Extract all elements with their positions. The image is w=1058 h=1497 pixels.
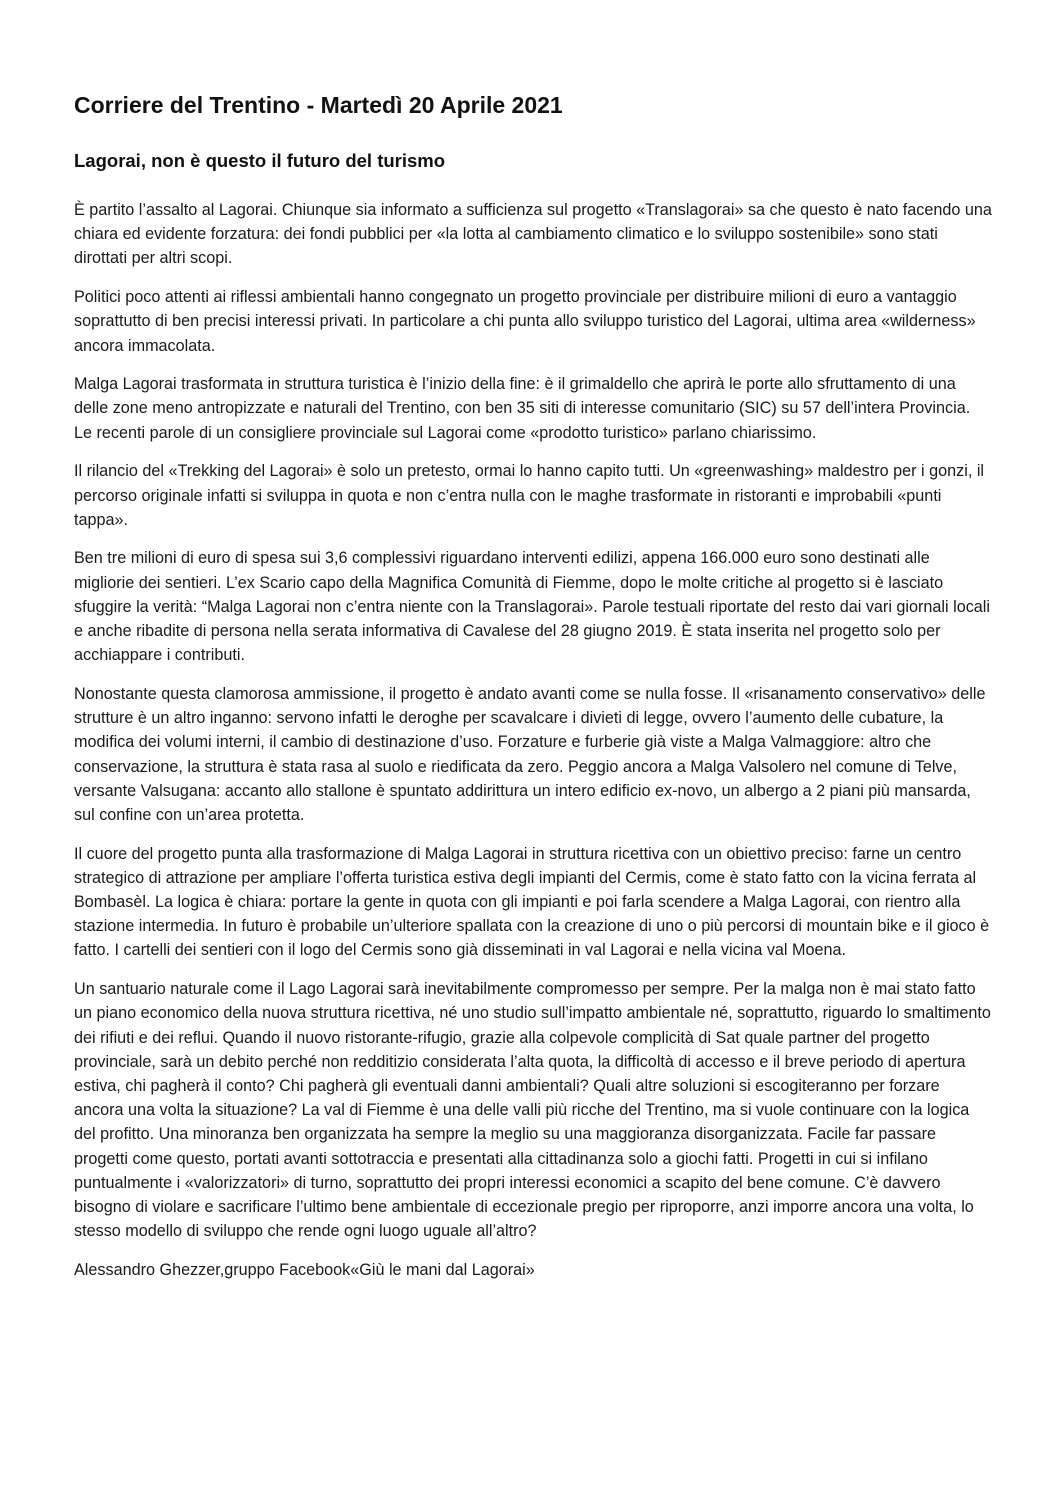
paragraph-6: Nonostante questa clamorosa ammissione, il progetto è andato avanti come se nulla fosse. Il «risanamento conservativo» delle strutture è un altro inganno: servono infatti le deroghe per scavalcare i divieti di legge, ovvero l’aumento delle cubature, la modifica dei volumi interni, il cambio di destinazione d’uso. Forzature e furberie già viste a Malga Valmaggiore: altro che conservazione, la struttura è stata rasa al suolo e riedificata da zero. Peggio ancora a Malga Valsolero nel comune di Telve, versante Valsugana: accanto allo stallone è spuntato addirittura un intero edificio ex-novo, un albergo a 2 piani più mansarda, sul confine con un’area protetta. <box>74 684 986 824</box>
paragraph-5: Ben tre milioni di euro di spesa sui 3,6 complessivi riguardano interventi edilizi, appena 166.000 euro sono destinati alle migliorie dei sentieri. L’ex Scario capo della Magnifica Comunità di Fiemme, dopo le molte critiche al progetto si è lasciato sfuggire la verità: “Malga Lagorai non c’entra niente con la Translagorai». Parole testuali riportate del resto dai vari giornali locali e anche ribadite di persona nella serata informativa di Cavalese del 28 giugno 2019. È stata inserita nel progetto solo per acchiappare i contributi. <box>74 549 990 665</box>
article-body <box>74 198 992 1282</box>
paragraph-4: Il rilancio del «Trekking del Lagorai» è solo un pretesto, ormai lo hanno capito tutti. Un «greenwashing» maldestro per i gonzi, il percorso originale infatti si sviluppa in quota e non c’entra nulla con le maghe trasformate in ristoranti e improbabili «punti tappa». <box>74 462 985 529</box>
paragraph-7: Il cuore del progetto punta alla trasformazione di Malga Lagorai in struttura ricettiva con un obiettivo preciso: farne un centro strategico di attrazione per ampliare l’offerta turistica estiva degli impianti del Cermis, come è stato fatto con la vicina ferrata al Bombasèl. La logica è chiara: portare la gente in quota con gli impianti e poi farla scendere a Malga Lagorai, con rientro alla stazione intermedia. In futuro è probabile un’ulteriore spallata con la creazione di uno o più percorsi di mountain bike e il gioco è fatto. I cartelli dei sentieri con il logo del Cermis sono già disseminati in val Lagorai e nella vicina val Moena. <box>74 844 990 960</box>
article-title: Lagorai, non è questo il futuro del turismo <box>74 150 446 171</box>
page-title: Corriere del Trentino - Martedì 20 Aprile 2021 <box>74 92 563 118</box>
paragraph-1: È partito l’assalto al Lagorai. Chiunque sia informato a sufficienza sul progetto «Translagorai» sa che questo è nato facendo una chiara ed evidente forzatura: dei fondi pubblici per «la lotta al cambiamento climatico e lo sviluppo sostenibile» sono stati dirottati per altri scopi. <box>74 201 992 268</box>
article-signature: Alessandro Ghezzer,gruppo Facebook«Giù le mani dal Lagorai» <box>74 1260 535 1279</box>
paragraph-2: Politici poco attenti ai riflessi ambientali hanno congegnato un progetto provinciale per distribuire milioni di euro a vantaggio soprattutto di ben precisi interessi privati. In particolare a chi punta allo sviluppo turistico del Lagorai, ultima area «wilderness» ancora immacolata. <box>74 288 976 355</box>
document-page <box>74 90 992 1282</box>
paragraph-8: Un santuario naturale come il Lago Lagorai sarà inevitabilmente compromesso per sempre. Per la malga non è mai stato fatto un piano economico della nuova struttura ricettiva, né uno studio sull’impatto ambientale né, soprattutto, riguardo lo smaltimento dei rifiuti e dei reflui. Quando il nuovo ristorante-rifugio, grazie alla colpevole complicità di Sat quale partner del progetto provinciale, sarà un debito perché non redditizio considerata l’alta quota, la difficoltà di accesso e il breve periodo di apertura estiva, chi pagherà il conto? Chi pagherà gli eventuali danni ambientali? Quali altre soluzioni si escogiteranno per forzare ancora una volta la situazione? La val di Fiemme è una delle valli più ricche del Trentino, ma si vuole continuare con la logica del profitto. Una minoranza ben organizzata ha sempre la meglio su una maggioranza disorganizzata. Facile far passare progetti come questo, portati avanti sottotraccia e presentati alla cittadinanza solo a giochi fatti. Progetti in cui si infilano puntualmente i «valorizzatori» di turno, soprattutto dei propri interessi economici a scapito del bene comune. C’è davvero bisogno di violare e sacrificare l’ultimo bene ambientale di eccezionale pregio per riproporre, anzi imporre ancora una volta, lo stesso modello di sviluppo che rende ogni luogo uguale all’altro? <box>74 980 991 1241</box>
paragraph-3: Malga Lagorai trasformata in struttura turistica è l’inizio della fine: è il grimaldello che aprirà le porte allo sfruttamento di una delle zone meno antropizzate e naturali del Trentino, con ben 35 siti di interesse comunitario (SIC) su 57 dell’intera Provincia. Le recenti parole di un consigliere provinciale sul Lagorai come «prodotto turistico» parlano chiarissimo. <box>74 375 971 442</box>
